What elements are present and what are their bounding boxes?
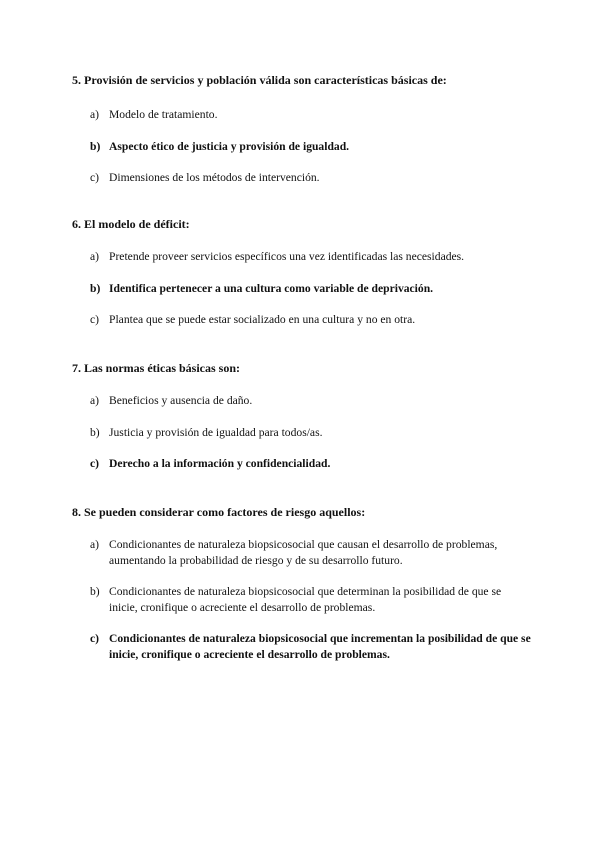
option-a [72, 537, 532, 568]
option-letter: c) [90, 171, 100, 184]
option-c [72, 170, 532, 186]
option-letter: b) [90, 281, 101, 295]
option-c [72, 631, 532, 662]
option-letter: c) [90, 632, 100, 645]
option-c [72, 312, 532, 328]
question-title: 7. Las normas éticas básicas son: [72, 361, 241, 375]
option-text: Condicionantes de naturaleza biopsicosocial que incrementan la posibilidad de que se inicie, cronifique o acreciente el desarrollo de problemas. [109, 632, 531, 661]
option-text: Derecho a la información y confidencialidad. [109, 457, 331, 470]
option-b [72, 281, 532, 297]
question-title: 8. Se pueden considerar como factores de riesgo aquellos: [72, 505, 366, 519]
option-b [72, 584, 532, 615]
option-text: Condicionantes de naturaleza biopsicosocial que causan el desarrollo de problemas, aumentando la probabilidad de riesgo y de su desarrollo futuro. [109, 538, 498, 567]
option-b [72, 139, 532, 155]
option-text: Beneficios y ausencia de daño. [109, 394, 253, 407]
option-text: Dimensiones de los métodos de intervención. [109, 171, 320, 184]
option-letter: b) [90, 425, 100, 439]
question-title: 5. Provisión de servicios y población válida son características básicas de: [72, 73, 447, 87]
question-5 [72, 73, 532, 186]
option-letter: a) [90, 108, 100, 121]
option-a [72, 107, 532, 123]
option-a [72, 249, 532, 265]
option-b [72, 425, 532, 441]
option-letter: a) [90, 538, 100, 551]
option-letter: c) [90, 457, 100, 470]
option-text: Modelo de tratamiento. [109, 108, 218, 121]
question-title: 6. El modelo de déficit: [72, 217, 190, 231]
option-letter: a) [90, 250, 100, 263]
option-c [72, 456, 532, 472]
option-text: Plantea que se puede estar socializado en una cultura y no en otra. [109, 313, 416, 326]
option-letter: c) [90, 313, 100, 326]
option-letter: a) [90, 394, 100, 407]
option-letter: b) [90, 139, 101, 153]
option-text: Condicionantes de naturaleza biopsicosocial que determinan la posibilidad de que se inicie, cronifique o acreciente el desarrollo de problemas. [109, 585, 502, 614]
option-text: Aspecto ético de justicia y provisión de igualdad. [109, 139, 350, 153]
option-letter: b) [90, 585, 100, 598]
question-8 [72, 505, 532, 662]
option-text: Identifica pertenecer a una cultura como variable de deprivación. [109, 281, 434, 295]
option-a [72, 393, 532, 409]
question-6 [72, 217, 532, 328]
option-text: Pretende proveer servicios específicos una vez identificadas las necesidades. [109, 250, 465, 263]
question-7 [72, 361, 532, 472]
option-text: Justicia y provisión de igualdad para todos/as. [109, 425, 323, 439]
